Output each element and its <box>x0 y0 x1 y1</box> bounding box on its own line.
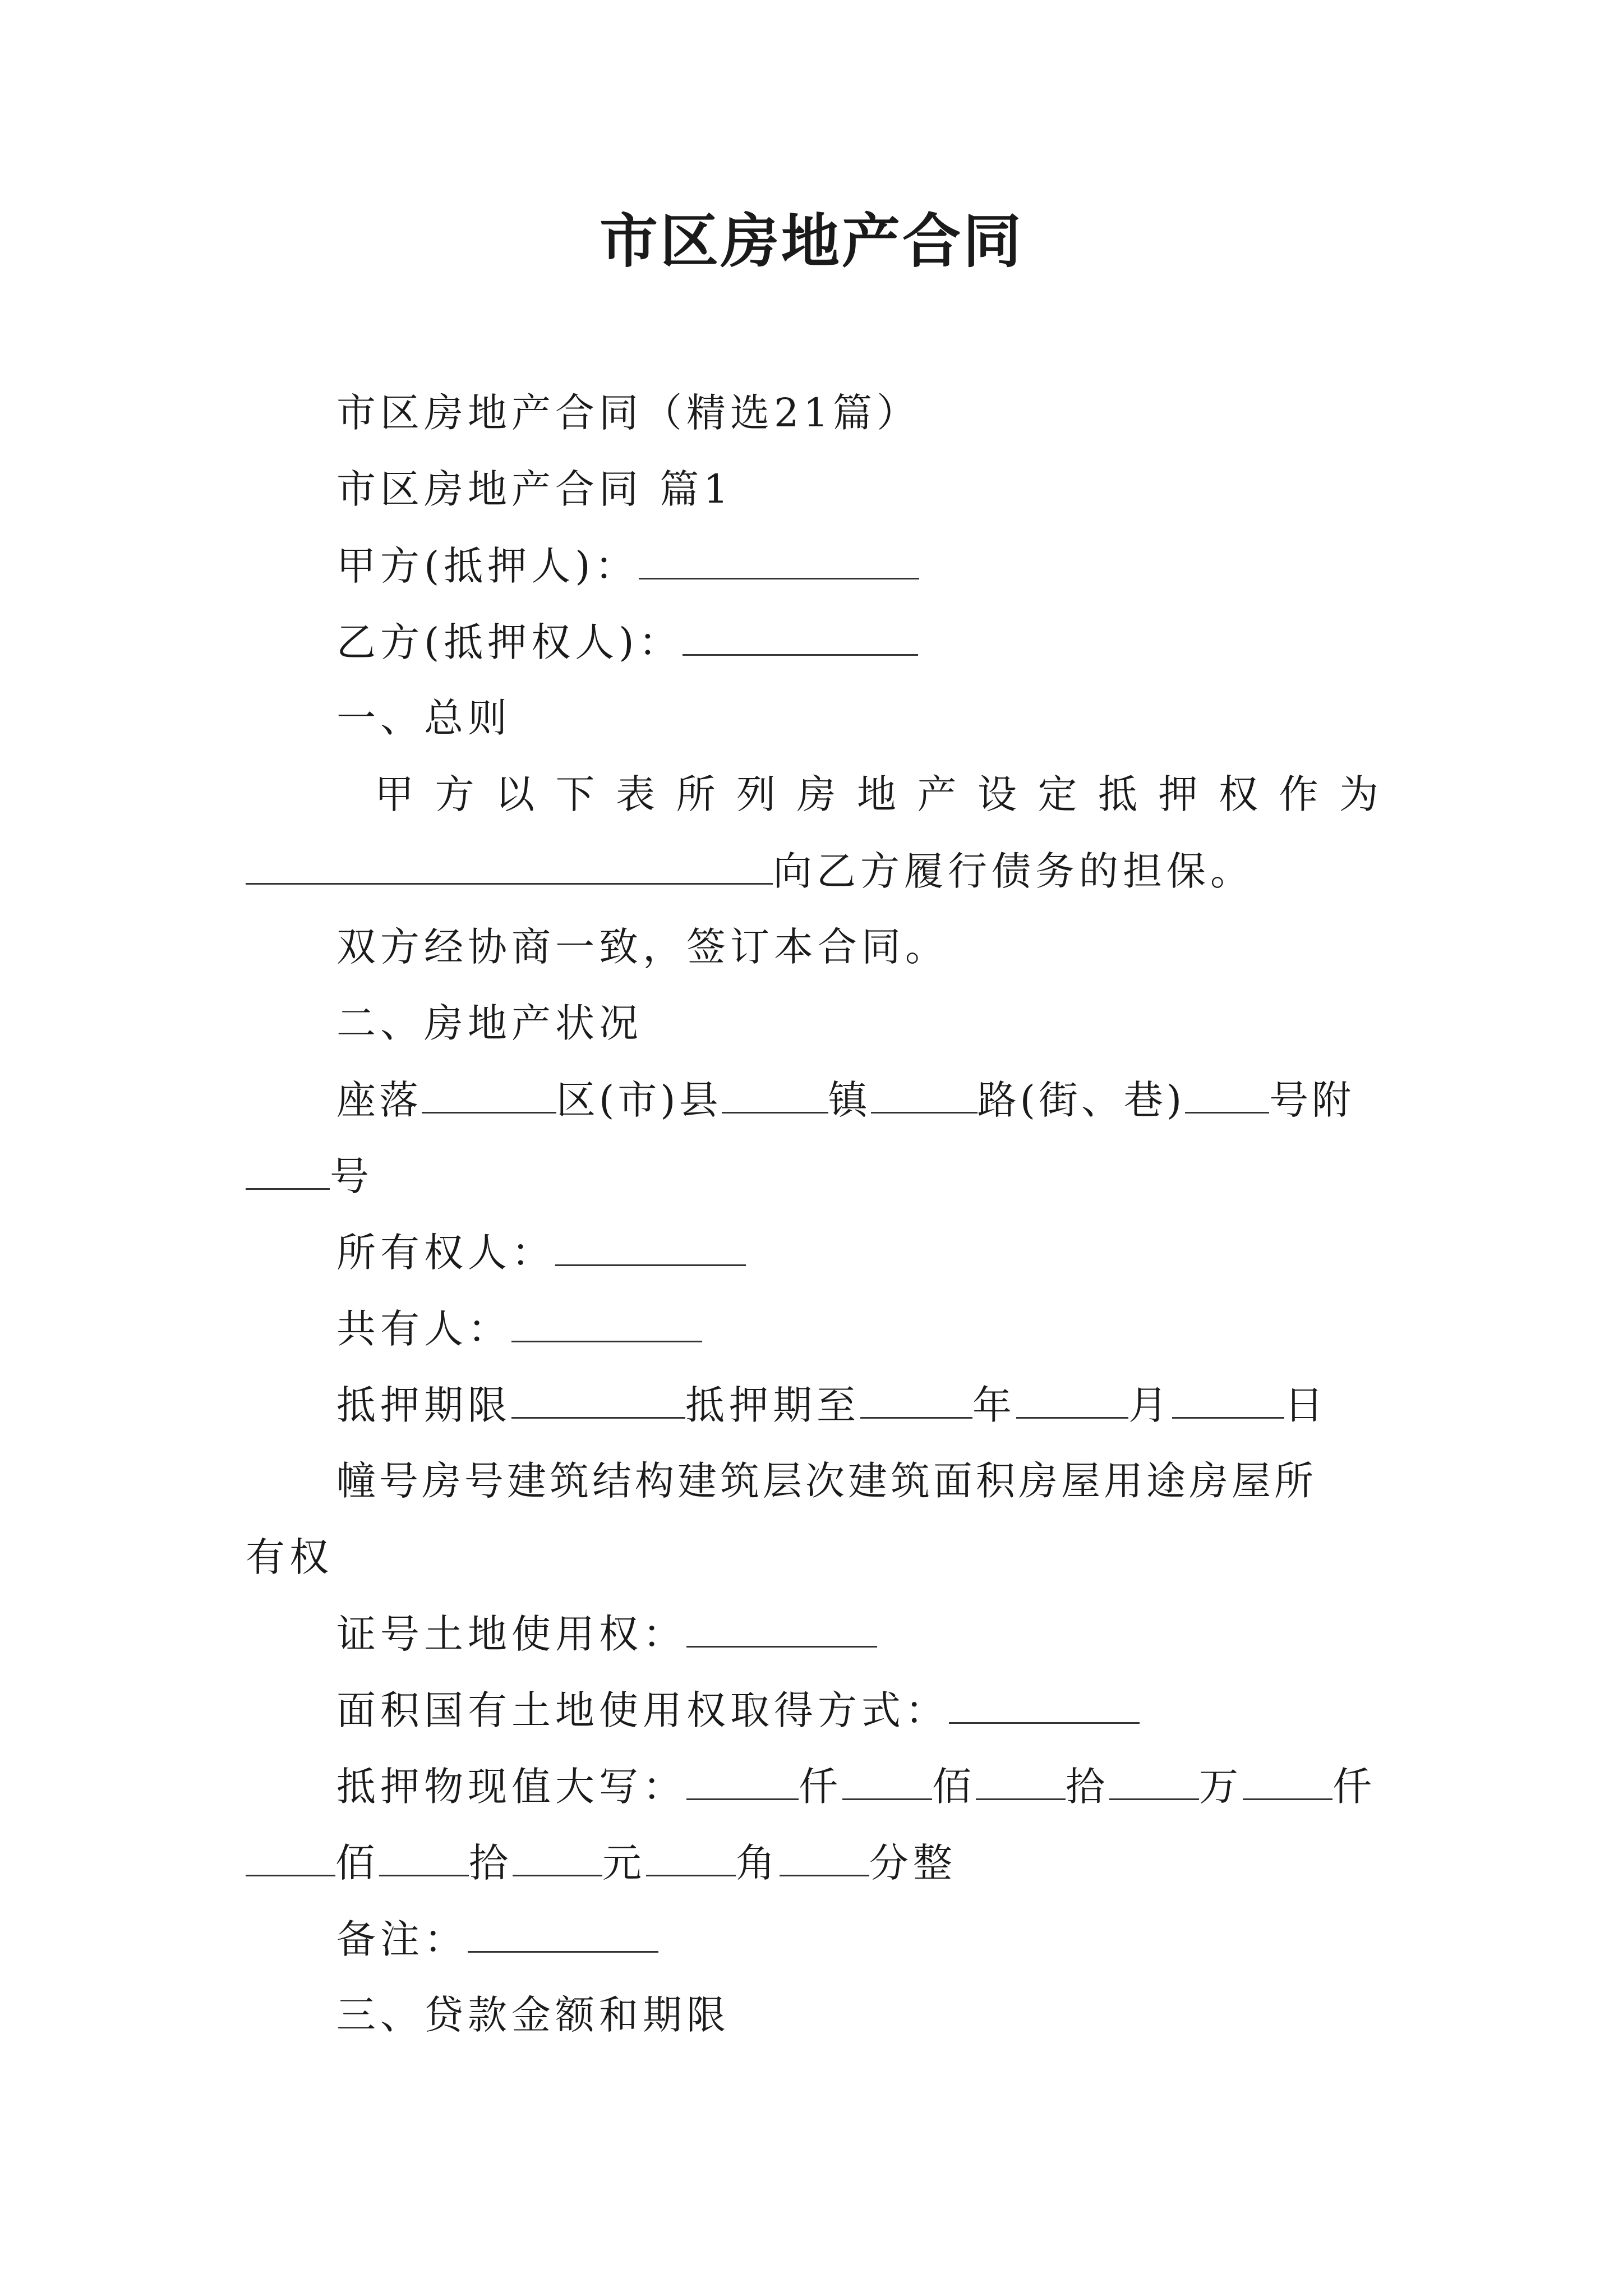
paragraph-char: 权 <box>1219 771 1258 817</box>
owner-label: 所有权人： <box>336 1230 555 1276</box>
cert-line <box>336 1605 877 1662</box>
value-blank[interactable] <box>842 1758 932 1800</box>
value-blank[interactable] <box>976 1758 1066 1800</box>
term-until: 抵押期至 <box>685 1382 860 1428</box>
paragraph-char: 所 <box>676 771 716 817</box>
co-owner-blank[interactable] <box>511 1300 702 1342</box>
term-month: 月 <box>1128 1382 1172 1428</box>
value-unit: 角 <box>736 1840 780 1886</box>
value-unit: 拾 <box>1066 1764 1109 1810</box>
term-day-blank[interactable] <box>1172 1377 1284 1419</box>
value-blank[interactable] <box>686 1758 799 1800</box>
party-a-blank[interactable] <box>639 537 919 579</box>
term-label: 抵押期限 <box>336 1382 511 1428</box>
agreement-line: 双方经协商一致，签订本合同。 <box>336 924 949 970</box>
value-unit: 分整 <box>869 1840 957 1886</box>
paragraph-char: 押 <box>1158 771 1198 817</box>
location-blank[interactable] <box>422 1071 556 1114</box>
location-road: 路(街、巷) <box>977 1077 1186 1123</box>
location-blank[interactable] <box>871 1071 978 1114</box>
co-owner-label: 共有人： <box>336 1306 511 1352</box>
subtitle: 市区房地产合同（精选21篇） <box>336 390 921 436</box>
value-unit: 佰 <box>335 1840 379 1886</box>
section-2-heading: 二、房地产状况 <box>336 1000 643 1046</box>
paragraph-char: 作 <box>1279 771 1318 817</box>
location-town: 镇 <box>828 1077 871 1123</box>
party-a-label: 甲方(抵押人)： <box>336 543 639 589</box>
remark-label: 备注： <box>336 1916 468 1962</box>
party-b-blank[interactable] <box>683 614 918 656</box>
value-line-2 <box>246 1834 957 1891</box>
location-line <box>336 1071 1354 1128</box>
value-blank[interactable] <box>780 1834 869 1876</box>
value-unit: 仟 <box>799 1764 842 1810</box>
paragraph-char: 产 <box>917 771 957 817</box>
guarantee-text: 向乙方履行债务的担保。 <box>773 848 1254 894</box>
party-b-label: 乙方(抵押权人)： <box>336 619 683 665</box>
paragraph-char: 表 <box>616 771 655 817</box>
land-label: 面积国有土地使用权取得方式： <box>336 1687 949 1733</box>
land-blank[interactable] <box>949 1682 1140 1724</box>
paragraph-char: 设 <box>978 771 1017 817</box>
term-blank[interactable] <box>511 1377 685 1419</box>
value-unit: 仟 <box>1332 1764 1376 1810</box>
section-1-paragraph-line-2 <box>246 843 1254 899</box>
location-line-2 <box>246 1148 374 1204</box>
paragraph-char: 抵 <box>1098 771 1137 817</box>
location-suffix: 号 <box>330 1153 374 1199</box>
section-1-heading: 一、总则 <box>336 695 511 741</box>
value-blank[interactable] <box>246 1834 335 1876</box>
term-year: 年 <box>972 1382 1016 1428</box>
value-blank[interactable] <box>379 1834 469 1876</box>
cert-blank[interactable] <box>686 1605 877 1648</box>
term-year-blank[interactable] <box>860 1377 972 1419</box>
co-owner-line <box>336 1300 702 1357</box>
section-1-paragraph-line <box>375 766 1378 822</box>
cert-label: 证号土地使用权： <box>336 1611 686 1657</box>
location-number: 号附 <box>1269 1077 1355 1123</box>
paragraph-char: 列 <box>736 771 776 817</box>
owner-blank[interactable] <box>555 1224 746 1266</box>
location-blank[interactable] <box>246 1148 330 1190</box>
party-b-line <box>336 614 918 670</box>
paragraph-char: 下 <box>555 771 595 817</box>
table-header-line: 幢号房号建筑结构建筑层次建筑面积房屋用途房屋所 <box>336 1458 1317 1504</box>
paragraph-char: 地 <box>857 771 896 817</box>
paragraph-char: 为 <box>1339 771 1378 817</box>
paragraph-char: 以 <box>495 771 534 817</box>
document-title: 市区房地产合同 <box>599 207 1023 275</box>
location-district: 区(市)县 <box>556 1077 722 1123</box>
value-blank[interactable] <box>646 1834 736 1876</box>
land-line <box>336 1682 1140 1738</box>
table-header-line-2: 有权 <box>246 1534 333 1580</box>
value-unit: 万 <box>1199 1764 1243 1810</box>
party-a-line <box>336 537 919 594</box>
remark-blank[interactable] <box>468 1911 658 1953</box>
piece-heading: 市区房地产合同 篇1 <box>336 466 733 512</box>
location-blank[interactable] <box>722 1071 828 1114</box>
value-unit: 佰 <box>932 1764 976 1810</box>
term-month-blank[interactable] <box>1016 1377 1128 1419</box>
value-label: 抵押物现值大写： <box>336 1764 686 1810</box>
remark-line <box>336 1911 658 1967</box>
term-line <box>336 1377 1328 1433</box>
value-unit: 拾 <box>469 1840 513 1886</box>
paragraph-char: 甲 <box>375 771 414 817</box>
location-label: 座落 <box>336 1077 422 1123</box>
value-blank[interactable] <box>1109 1758 1199 1800</box>
guarantee-blank[interactable] <box>246 843 773 885</box>
value-blank[interactable] <box>513 1834 602 1876</box>
term-day: 日 <box>1284 1382 1328 1428</box>
paragraph-char: 房 <box>796 771 836 817</box>
value-unit: 元 <box>602 1840 646 1886</box>
value-line <box>336 1758 1376 1815</box>
section-3-heading: 三、贷款金额和期限 <box>336 1992 730 2038</box>
paragraph-char: 定 <box>1038 771 1077 817</box>
value-blank[interactable] <box>1243 1758 1332 1800</box>
owner-line <box>336 1224 746 1281</box>
paragraph-char: 方 <box>435 771 474 817</box>
location-blank[interactable] <box>1185 1071 1269 1114</box>
